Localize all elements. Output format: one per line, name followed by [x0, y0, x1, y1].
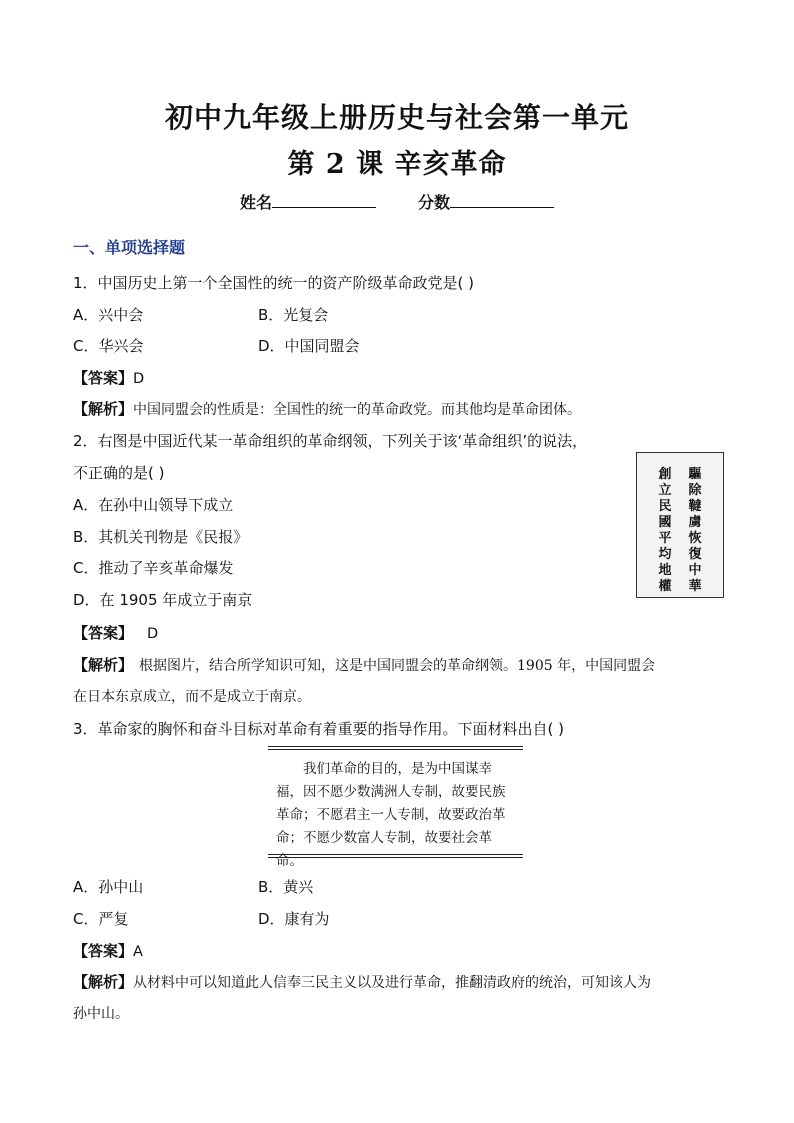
explain-label: 【解析】: [73, 400, 134, 418]
q1-option-b: B．光复会: [258, 306, 329, 324]
q3-explanation-line1: [73, 971, 651, 992]
name-field[interactable]: [240, 190, 376, 213]
score-blank[interactable]: [450, 193, 554, 208]
q2-stem-line2: 不正确的是( ): [73, 464, 165, 482]
q3-explanation-line2: 孙中山。: [73, 1006, 129, 1022]
q1-option-a: A．兴中会: [73, 306, 144, 324]
q3-stem: 3．革命家的胸怀和奋斗目标对革命有着重要的指导作用。下面材料出自( ): [73, 720, 565, 738]
q1-option-c: C．华兴会: [73, 337, 144, 355]
explain-text: 中国同盟会的性质是：全国性的统一的革命政党。而其他均是革命团体。: [133, 402, 582, 418]
answer-value: D: [147, 626, 159, 642]
answer-value: A: [133, 944, 143, 960]
q1-explanation: [73, 398, 581, 419]
q3-option-d: D．康有为: [258, 910, 330, 928]
name-label: 姓名: [240, 193, 273, 212]
q3-answer: [73, 940, 143, 961]
q2-stem-line1: 2．右图是中国近代某一革命组织的革命纲领，下列关于该‘革命组织’的说法，: [73, 432, 588, 450]
q1-answer: [73, 367, 144, 388]
q2-explanation-line1: [73, 654, 655, 675]
answer-label: 【答案】: [73, 624, 134, 642]
q1-option-d: D．中国同盟会: [258, 337, 360, 355]
quote-text: 我们革命的目的，是为中国谋幸福，因不愿少数满洲人专制，故要民族革命；不愿君主一人专制，故要政治革命；不愿少数富人专制，故要社会革命。: [276, 761, 506, 869]
program-text-left: 創立民國平均地權: [658, 467, 672, 594]
score-field[interactable]: [418, 190, 554, 213]
q2-answer: [73, 622, 158, 643]
q3-option-a: A．孙中山: [73, 878, 144, 896]
q1-stem: 1．中国历史上第一个全国性的统一的资产阶级革命政党是( ): [73, 274, 475, 292]
section-title: 一、单项选择题: [73, 238, 186, 257]
program-text-right: 驅除韃虜恢復中華: [688, 467, 702, 594]
explain-label: 【解析】: [73, 973, 134, 991]
q2-option-a: A．在孙中山领导下成立: [73, 496, 234, 514]
answer-value: D: [133, 371, 145, 387]
answer-label: 【答案】: [73, 942, 134, 960]
q2-explanation-line2: 在日本东京成立，而不是成立于南京。: [73, 689, 311, 705]
q2-option-d: D．在 1905 年成立于南京: [73, 591, 253, 609]
document-title: 初中九年级上册历史与社会第一单元: [164, 101, 629, 134]
score-label: 分数: [418, 193, 451, 212]
q3-option-b: B．黄兴: [258, 878, 314, 896]
explain-text: 根据图片，结合所学知识可知，这是中国同盟会的革命纲领。1905 年，中国同盟会: [139, 658, 656, 674]
answer-label: 【答案】: [73, 369, 134, 387]
q3-option-c: C．严复: [73, 910, 129, 928]
lesson-title: 第 2 课 辛亥革命: [287, 149, 507, 180]
q2-option-c: C．推动了辛亥革命爆发: [73, 559, 234, 577]
explain-text: 从材料中可以知道此人信奉三民主义以及进行革命，推翻清政府的统治，可知该人为: [133, 975, 652, 991]
name-blank[interactable]: [272, 193, 376, 208]
quote-material: [268, 746, 523, 869]
explain-label: 【解析】: [73, 656, 134, 674]
revolutionary-program-image: [636, 452, 724, 598]
q2-option-b: B．其机关刊物是《民报》: [73, 528, 249, 546]
